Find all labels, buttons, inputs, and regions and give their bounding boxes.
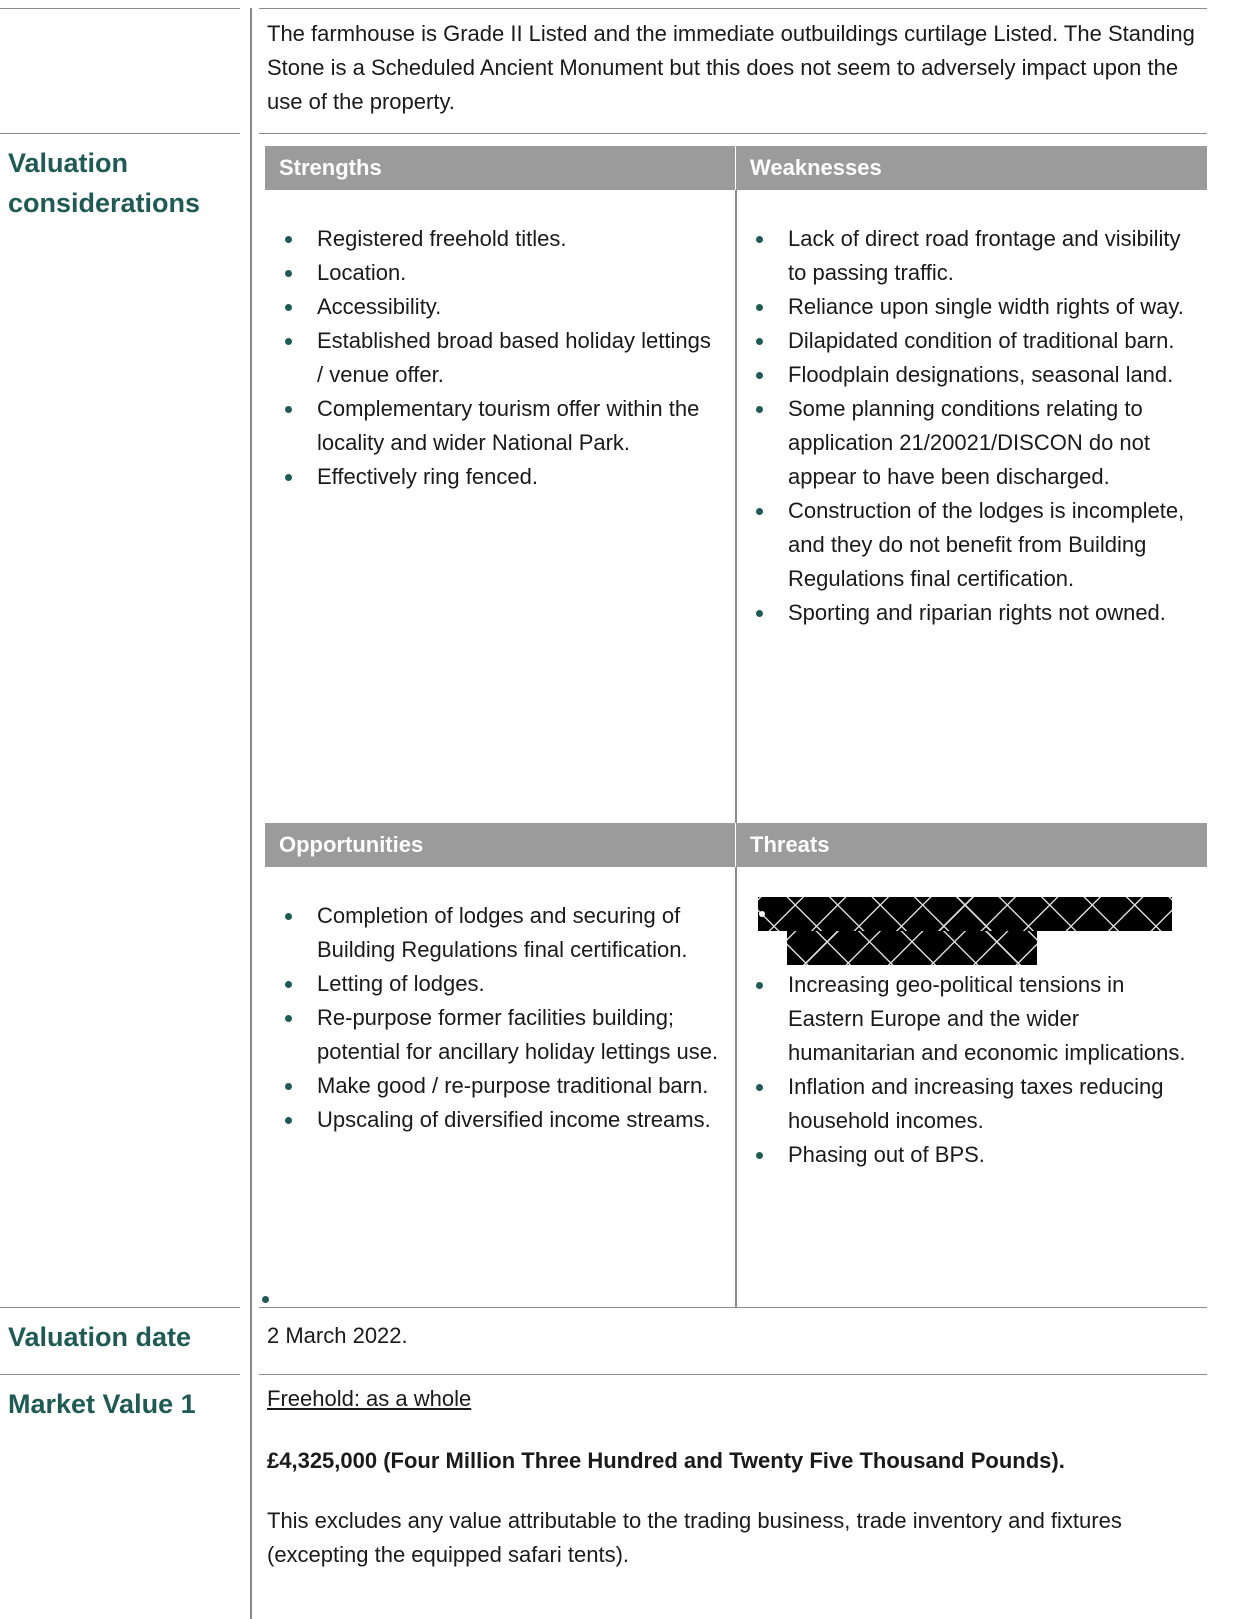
list-item: Make good / re-purpose traditional barn.	[265, 1069, 725, 1103]
list-item: Registered freehold titles.	[265, 222, 715, 256]
list-item: Reliance upon single width rights of way.	[736, 290, 1196, 324]
section-rule	[0, 1374, 240, 1375]
list-item: Floodplain designations, seasonal land.	[736, 358, 1196, 392]
stray-bullet	[262, 1296, 269, 1303]
list-item: Letting of lodges.	[265, 967, 725, 1001]
threats-list	[736, 968, 1196, 1172]
section-rule	[259, 1374, 1207, 1375]
list-item: Accessibility.	[265, 290, 715, 324]
top-rule-left	[0, 8, 240, 9]
market-value-amount: £4,325,000 (Four Million Three Hundred and Twenty Five Thousand Pounds).	[267, 1448, 1065, 1473]
list-item: Effectively ring fenced.	[265, 460, 715, 494]
opportunities-list	[265, 899, 725, 1137]
section-heading-market-value: Market Value 1	[8, 1389, 196, 1419]
list-item: Some planning conditions relating to application 21/20021/DISCON do not appear to have been discharged.	[736, 392, 1196, 494]
list-item: Dilapidated condition of traditional barn.	[736, 324, 1196, 358]
strengths-list	[265, 222, 715, 494]
top-rule-right	[259, 8, 1207, 9]
market-value-basis: Freehold: as a whole	[267, 1386, 472, 1411]
section-rule	[0, 133, 240, 134]
redacted-block	[758, 897, 1172, 931]
weaknesses-header: Weaknesses	[736, 146, 1207, 190]
section-heading-valuation-considerations: Valuation considerations	[8, 148, 201, 218]
list-item: Upscaling of diversified income streams.	[265, 1103, 725, 1137]
listing-paragraph: The farmhouse is Grade II Listed and the immediate outbuildings curtilage Listed. The Standing Stone is a Scheduled Ancient Monument but this does not seem to adversely impact upon the use of the property.	[267, 21, 1195, 114]
list-item: Increasing geo-political tensions in Eastern Europe and the wider humanitarian and economic implications.	[736, 968, 1196, 1070]
list-item: Complementary tourism offer within the locality and wider National Park.	[265, 392, 715, 460]
column-divider	[250, 8, 252, 1619]
list-item: Completion of lodges and securing of Building Regulations final certification.	[265, 899, 725, 967]
opportunities-header: Opportunities	[265, 823, 735, 867]
list-item: Construction of the lodges is incomplete, and they do not benefit from Building Regulations final certification.	[736, 494, 1196, 596]
section-rule	[0, 1307, 240, 1308]
valuation-date-value: 2 March 2022.	[267, 1323, 408, 1348]
list-item: Phasing out of BPS.	[736, 1138, 1196, 1172]
list-item: Lack of direct road frontage and visibility to passing traffic.	[736, 222, 1196, 290]
section-rule	[259, 1307, 1207, 1308]
list-item: Re-purpose former facilities building; potential for ancillary holiday lettings use.	[265, 1001, 725, 1069]
section-rule	[259, 133, 1207, 134]
strengths-header: Strengths	[265, 146, 735, 190]
section-heading-valuation-date: Valuation date	[8, 1322, 192, 1352]
list-item: Sporting and riparian rights not owned.	[736, 596, 1196, 630]
redacted-block	[787, 931, 1037, 965]
list-item: Inflation and increasing taxes reducing household incomes.	[736, 1070, 1196, 1138]
market-value-note: This excludes any value attributable to the trading business, trade inventory and fixtures (excepting the equipped safari tents).	[267, 1508, 1122, 1567]
list-item: Established broad based holiday lettings / venue offer.	[265, 324, 715, 392]
redacted-bullet	[759, 911, 765, 917]
weaknesses-list	[736, 222, 1196, 630]
list-item: Location.	[265, 256, 715, 290]
threats-header: Threats	[736, 823, 1207, 867]
